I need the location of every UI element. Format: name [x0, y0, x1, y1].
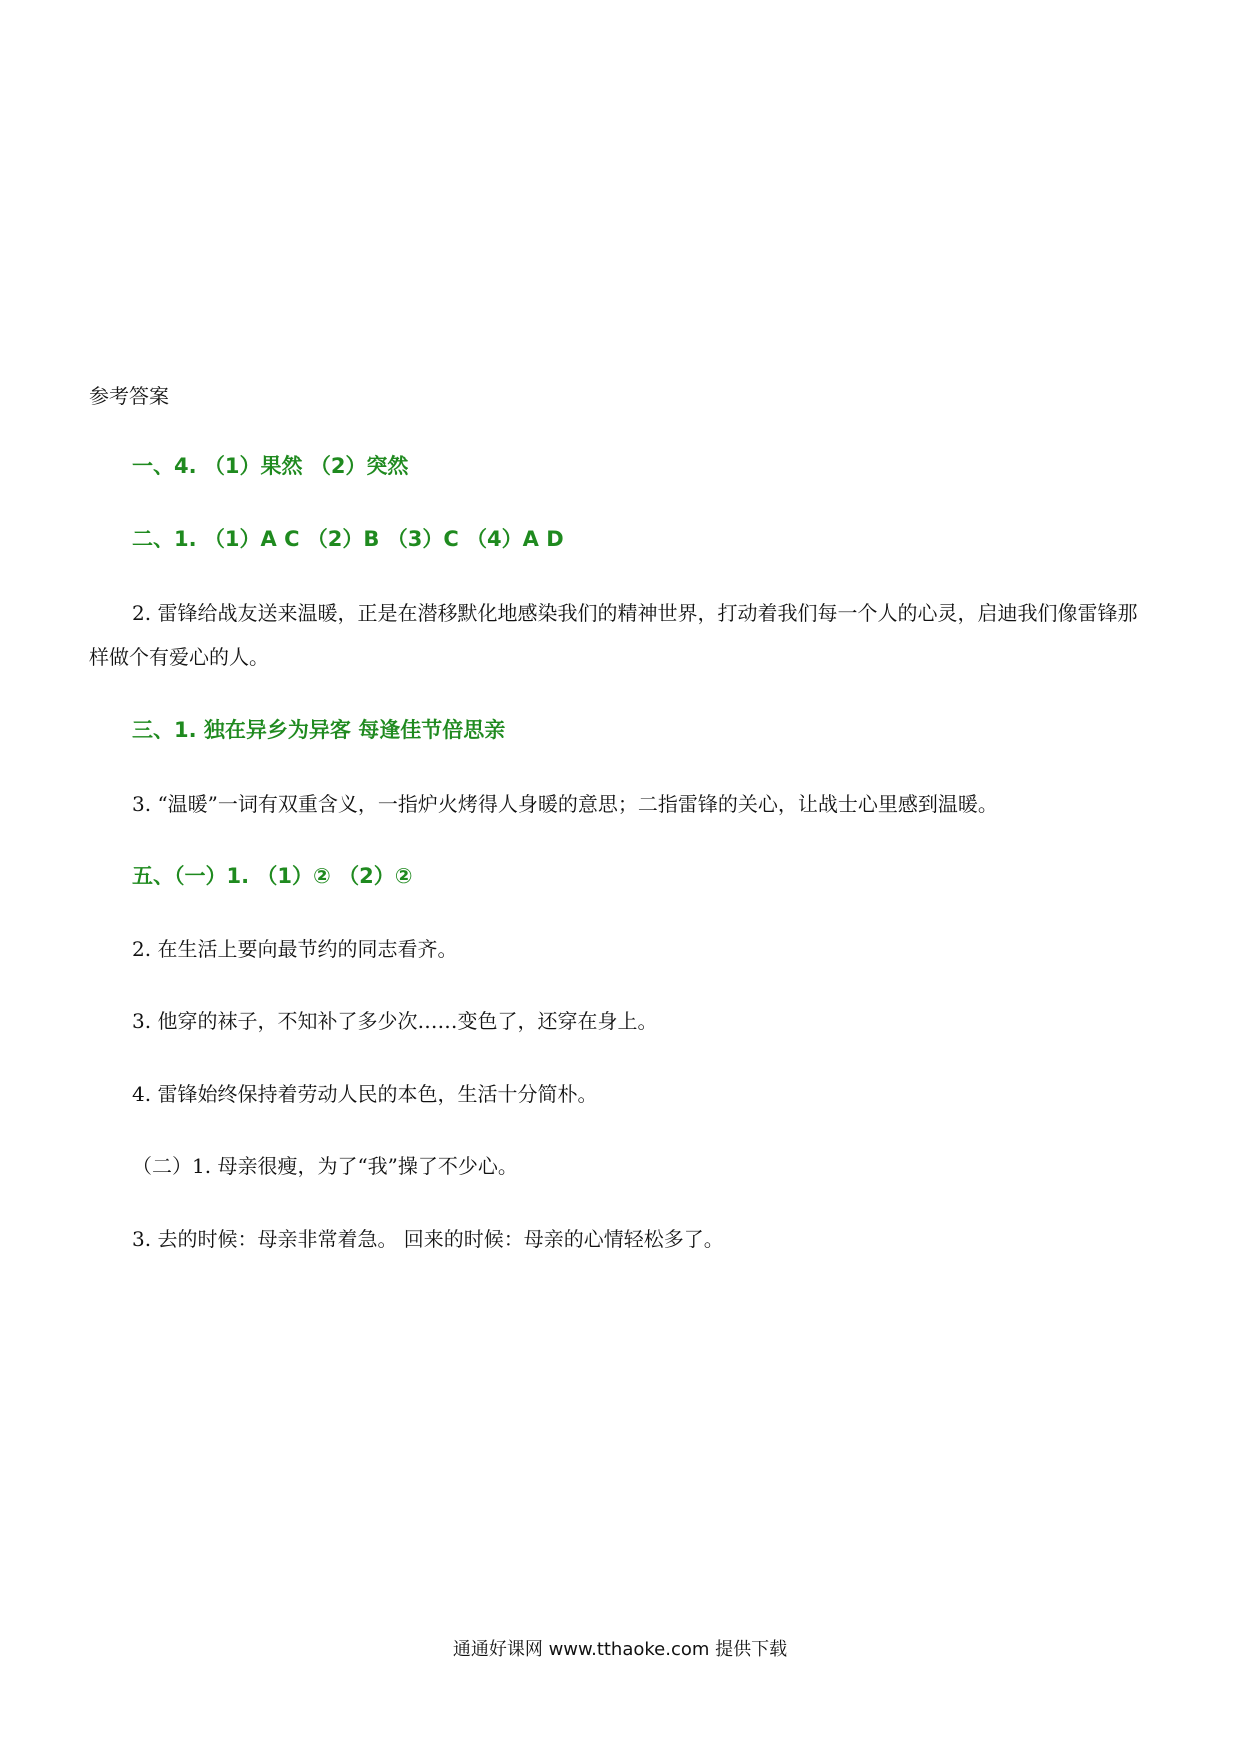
page-heading: 参考答案 — [89, 384, 169, 408]
answer-line-9: 4. 雷锋始终保持着劳动人民的本色，生活十分简朴。 — [132, 1082, 598, 1106]
answer-line-8: 3. 他穿的袜子，不知补了多少次……变色了，还穿在身上。 — [132, 1009, 658, 1033]
answer-paragraph-3: 2. 雷锋给战友送来温暖，正是在潜移默化地感染我们的精神世界，打动着我们每一个人的心灵，启迪我们像雷锋那样做个有爱心的人。 — [89, 601, 1138, 669]
answer-line-10: （二）1. 母亲很瘦，为了“我”操了不少心。 — [132, 1154, 518, 1178]
page-footer: 通通好课网 www.tthaoke.com 提供下载 — [452, 1639, 788, 1660]
answer-line-6: 五、（一）1. （1）② （2）② — [132, 864, 413, 888]
answer-line-11: 3. 去的时候：母亲非常着急。 回来的时候：母亲的心情轻松多了。 — [132, 1227, 724, 1251]
answer-line-5: 3. “温暖”一词有双重含义，一指炉火烤得人身暖的意思；二指雷锋的关心，让战士心里感到温暖。 — [132, 792, 998, 816]
answer-line-7: 2. 在生活上要向最节约的同志看齐。 — [132, 937, 458, 961]
answer-line-1: 一、4. （1）果然 （2）突然 — [132, 454, 409, 478]
answer-line-4: 三、1. 独在异乡为异客 每逢佳节倍思亲 — [132, 718, 506, 742]
answer-line-2: 二、1. （1）A C （2）B （3）C （4）A D — [132, 527, 564, 551]
